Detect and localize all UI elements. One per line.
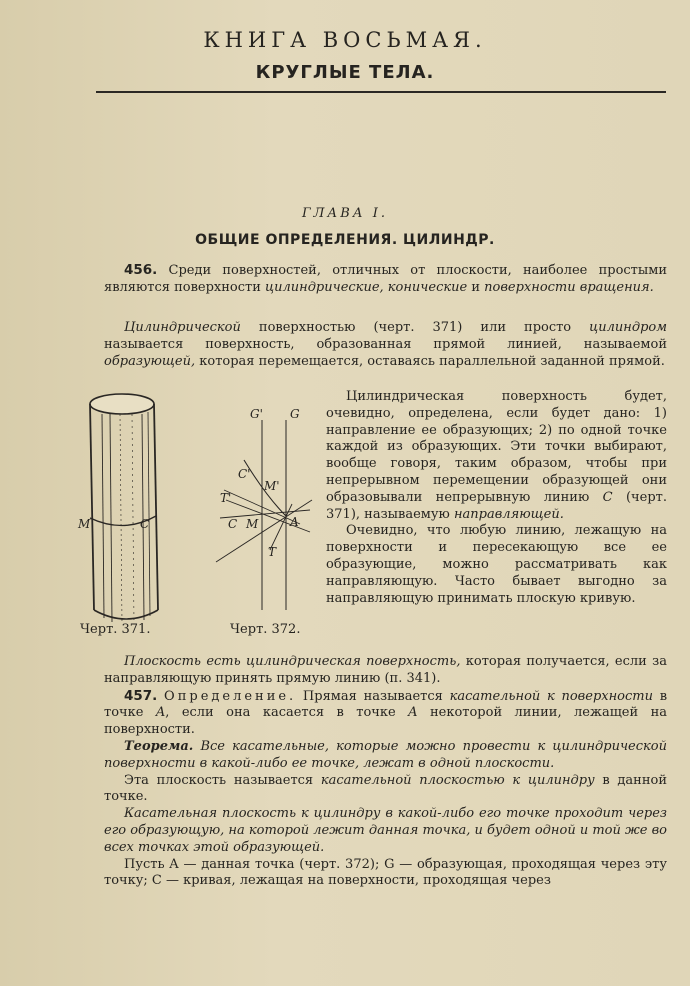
label-M: M	[78, 517, 91, 531]
paragraph-text: которая получается, если за направляющую принять прямую линию (п. 341).	[104, 654, 667, 686]
term-italic: Цилиндрической	[124, 320, 241, 335]
paragraph-text: Эта плоскость называется	[124, 772, 321, 788]
column-text	[326, 389, 667, 607]
label-A: A	[290, 515, 299, 529]
term-italic: цилиндром	[589, 320, 667, 335]
label-C: C	[140, 517, 150, 531]
chapter-label: ГЛАВА I.	[301, 206, 389, 221]
paragraph-text: в точке	[104, 688, 668, 721]
figure-372-tangent-diagram	[214, 400, 314, 620]
label-G: G	[290, 407, 300, 421]
italic-letter: A	[155, 705, 166, 721]
paragraph-text: в данной точке.	[104, 772, 667, 805]
label-T-prime: T'	[220, 491, 232, 505]
lower-text	[104, 654, 667, 890]
term-italic: образующей,	[104, 353, 196, 369]
paragraph-text: Цилиндрическая поверхность будет, очевидно, определена, если будет дано: 1) направление ее образующих; 2) по одной точке каждой из образующих. Эти точки выбирают, вообще говоря, таким образом, чтобы при непрерывном перемещении образующей они образовывали непрерывную линию	[326, 389, 667, 505]
term-italic: цилиндрические, конические	[265, 279, 468, 295]
term-italic: касательной к поверхности	[449, 688, 653, 704]
term-italic: направляющей.	[453, 506, 564, 522]
paragraph-text: (черт. 371), называемую	[326, 489, 667, 522]
term-italic: касательной плоскостью к цилиндру	[320, 772, 595, 788]
label-C-small: C	[228, 517, 238, 531]
theorem-text: Все касательные, которые можно провести к цилиндрической поверхности в какой-либо ее точке, лежат в одной плоскости.	[104, 738, 667, 771]
paragraph-text: Среди поверхностей, отличных от плоскости, наиболее простыми являются поверхности	[104, 263, 667, 295]
figure-372-caption: Черт. 372.	[230, 622, 301, 637]
label-G-prime: G'	[250, 407, 263, 421]
title-rule	[96, 91, 666, 93]
paragraph-text: и	[467, 279, 485, 295]
term-italic: Плоскость есть цилиндрическая поверхность,	[124, 654, 461, 669]
paragraph-text: называется поверхность, образованная прямой линией, называемой	[104, 336, 667, 352]
paragraph-456	[104, 262, 667, 297]
spaced-definition: Определение.	[164, 688, 297, 704]
figure-371-caption: Черт. 371.	[80, 622, 151, 637]
term-italic: поверхности вращения.	[484, 279, 654, 295]
paragraph-text: Очевидно, что любую линию, лежащую на поверхности и пересекающую все ее образующие, можно рассматривать как направляющую. Часто бывает выгодно за направляющую принимать плоскую кривую.	[326, 523, 667, 606]
label-M-prime: M'	[264, 479, 280, 493]
part-title: КРУГЛЫЕ ТЕЛА.	[255, 62, 435, 83]
chapter-title: ОБЩИЕ ОПРЕДЕЛЕНИЯ. ЦИЛИНДР.	[195, 232, 495, 248]
paragraph-text: поверхностью (черт. 371) или просто	[240, 320, 590, 335]
paragraph-number: 456.	[124, 262, 158, 278]
paragraph-text: , если она касается в точке	[165, 705, 409, 721]
paragraph-text: которая перемещается, оставаясь параллельной заданной прямой.	[195, 353, 665, 369]
paragraph-number: 457.	[124, 687, 158, 704]
figure-371-cylinder	[80, 384, 180, 634]
book-title: КНИГА ВОСЬМАЯ.	[203, 28, 487, 52]
definition-cylinder	[104, 320, 667, 370]
tangent-plane-statement: Касательная плоскость к цилиндру в какой-либо его точке проходит через его образующую, на которой лежит данная точка, и будет одной и той же во всех точках этой образующей.	[104, 806, 667, 855]
theorem-label: Теорема.	[124, 738, 194, 754]
proof-text: Пусть A — данная точка (черт. 372); G — образующая, проходящая через эту точку; C — кривая, лежащая на поверхности, проходящая через	[104, 856, 667, 889]
label-T: T	[268, 545, 277, 559]
italic-letter: C	[602, 489, 613, 505]
paragraph-text: некоторой линии, лежащей на поверхности.	[104, 705, 667, 738]
paragraph-text: Прямая называется	[296, 688, 450, 704]
italic-letter: A	[408, 705, 418, 721]
label-M-small: M	[246, 517, 259, 531]
label-C-prime: C'	[238, 467, 251, 481]
